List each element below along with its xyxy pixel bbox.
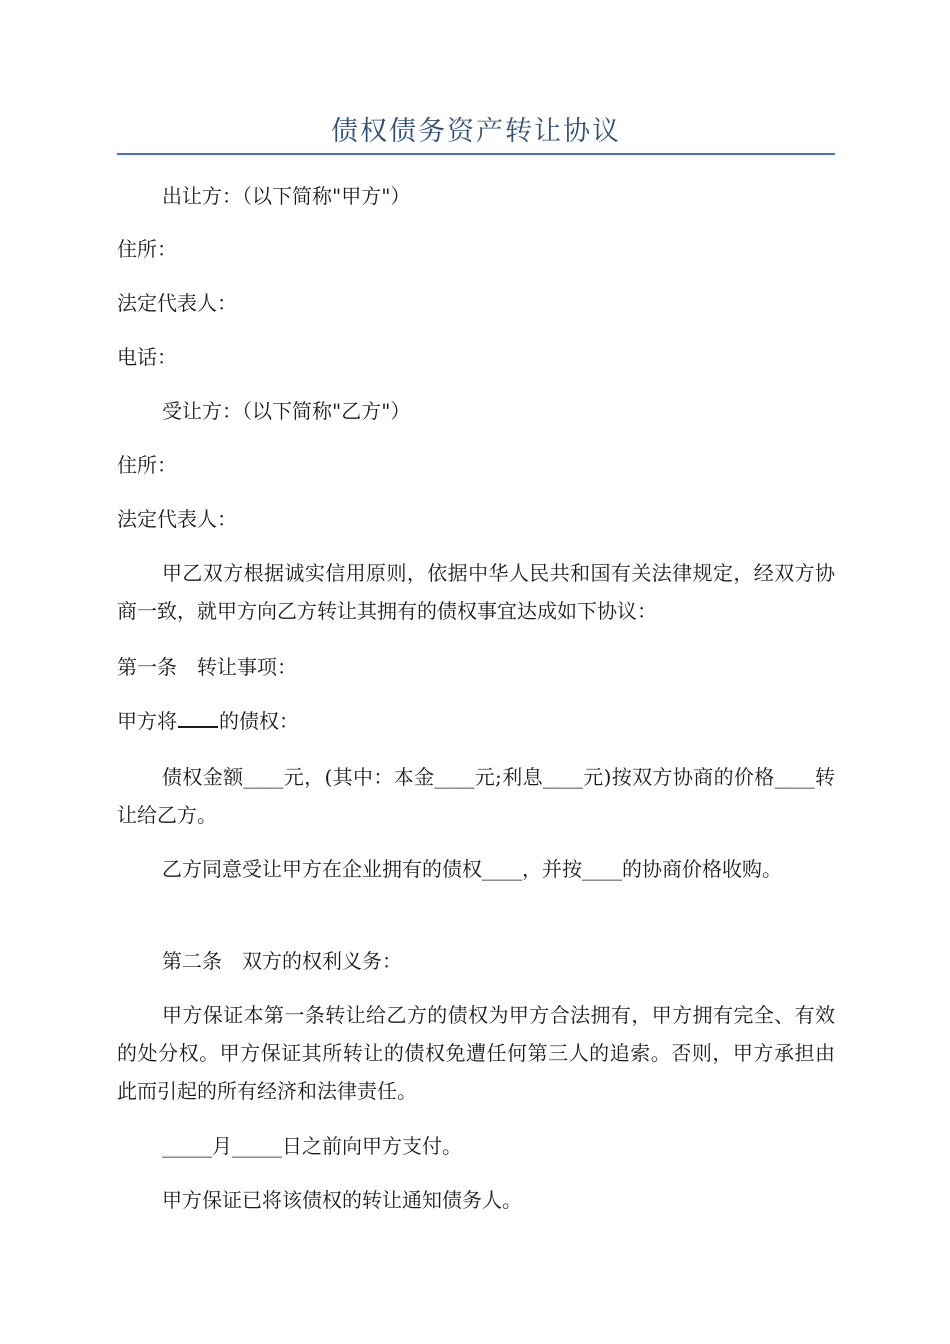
transferor-representative-line: 法定代表人： xyxy=(117,291,237,315)
intro-paragraph: 甲乙双方根据诚实信用原则，依据中华人民共和国有关法律规定，经双方协商一致，就甲方向乙方转让其拥有的债权事宜达成如下协议： xyxy=(117,561,835,623)
transferee-agreement-paragraph: 乙方同意受让甲方在企业拥有的债权____，并按____的协商价格收购。 xyxy=(162,857,782,881)
transferor-phone-line: 电话： xyxy=(117,345,177,369)
guarantee-paragraph: 甲方保证本第一条转让给乙方的债权为甲方合法拥有，甲方拥有完全、有效的处分权。甲方保证其所转让的债权免遭任何第三人的追索。否则，甲方承担由此而引起的所有经济和法律责任。 xyxy=(117,1003,835,1103)
article-1-subject-line xyxy=(117,708,835,733)
notice-line: 甲方保证已将该债权的转让通知债务人。 xyxy=(162,1188,522,1212)
blank-field xyxy=(178,708,218,728)
article-1-heading: 第一条 转让事项： xyxy=(117,655,297,679)
article-1-prefix: 甲方将 xyxy=(117,709,177,733)
document-title: 债权债务资产转让协议 xyxy=(331,116,621,147)
article-2-heading: 第二条 双方的权利义务： xyxy=(162,949,402,973)
debt-amount-paragraph: 债权金额____元，(其中：本金____元;利息____元)按双方协商的价格____转让给乙方。 xyxy=(117,765,835,827)
transferee-address-line: 住所： xyxy=(117,453,177,477)
transferor-address-line: 住所： xyxy=(117,237,177,261)
title-underline xyxy=(117,153,835,155)
payment-date-line: _____月_____日之前向甲方支付。 xyxy=(162,1134,462,1158)
article-1-suffix: 的债权： xyxy=(219,709,299,733)
transferee-line: 受让方：（以下简称"乙方"） xyxy=(162,399,411,423)
transferee-representative-line: 法定代表人： xyxy=(117,507,237,531)
transferor-line: 出让方：（以下简称"甲方"） xyxy=(162,184,411,208)
